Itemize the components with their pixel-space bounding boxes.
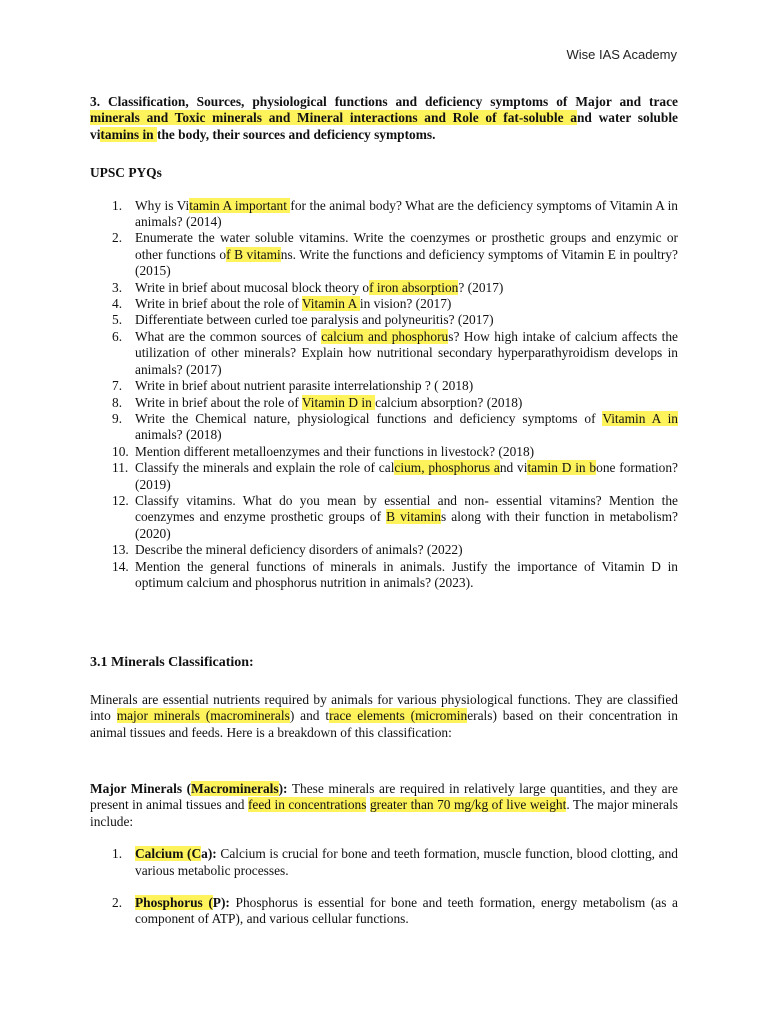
heading-text: the body, their sources and deficiency symptoms.: [156, 126, 436, 142]
list-number: 1.: [112, 846, 123, 862]
list-item: [90, 493, 678, 542]
list-number: 13.: [112, 542, 129, 558]
item-text: ns. Write the functions and deficiency symptoms of Vitamin E in poultry? (2015): [135, 246, 678, 279]
list-number: 11.: [112, 460, 129, 476]
section-3-heading: [90, 94, 678, 143]
item-text: Calcium is crucial for bone and teeth formation, muscle function, blood clotting, and various metabolic processes.: [135, 846, 678, 878]
label-text: ):: [278, 781, 288, 796]
mineral-name: P):: [212, 895, 230, 911]
list-number: 2.: [112, 230, 123, 246]
paragraph-highlight: major minerals (macrominerals: [116, 708, 290, 724]
list-number: 4.: [112, 296, 123, 312]
label-text: Major Minerals (: [90, 781, 192, 796]
list-item: [90, 460, 678, 493]
list-number: 1.: [112, 197, 123, 213]
list-number: 7.: [112, 378, 123, 394]
list-item: [90, 296, 678, 312]
major-minerals-paragraph: [90, 781, 678, 830]
item-highlight: B vitamin: [386, 509, 441, 525]
item-text: Write in brief about the role of: [135, 296, 302, 312]
list-item: [90, 542, 678, 558]
item-highlight: Vitamin A in: [602, 410, 679, 426]
item-text: in vision? (2017): [359, 296, 452, 312]
list-number: 3.: [112, 279, 123, 295]
item-text: Why is Vi: [135, 197, 190, 213]
list-number: 6.: [112, 328, 123, 344]
document-header: Wise IAS Academy: [566, 47, 677, 62]
paragraph-highlight: race elements (micromin: [329, 708, 468, 724]
pyq-title: UPSC PYQs: [90, 165, 162, 181]
paragraph-text: Minerals are essential nutrients required by animals for various physiological functions. They are classified into: [90, 691, 678, 724]
list-item: [90, 559, 678, 592]
list-item: [90, 198, 678, 231]
list-number: 14.: [112, 558, 129, 574]
item-text: Enumerate the water soluble vitamins. Write the coenzymes or prosthetic groups and enzymic or other functions o: [135, 230, 678, 262]
paragraph-text: ) and t: [289, 708, 330, 724]
list-item: [90, 230, 678, 279]
item-highlight: Vitamin D in: [301, 394, 376, 410]
list-number: 8.: [112, 394, 123, 410]
list-item: [90, 846, 678, 879]
item-text: Write the Chemical nature, physiological functions and deficiency symptoms of: [135, 410, 603, 426]
heading-text: vi: [90, 126, 101, 142]
item-text: s? How high intake of calcium affects the utilization of other minerals? Explain how nutritional secondary hyperparathyroidism develops in animals? (2017): [135, 328, 678, 377]
list-item: [90, 395, 678, 411]
item-text: Phosphorus is essential for bone and teeth formation, energy metabolism (as a component of ATP), and various cellular functions.: [135, 895, 678, 927]
paragraph-text: erals) based on their concentration in animal tissues and feeds. Here is a breakdown of this classification:: [90, 708, 678, 740]
list-number: 2.: [112, 895, 123, 911]
item-text: for the animal body? What are the deficiency symptoms of Vitamin A in animals? (2014): [135, 197, 679, 230]
item-highlight: Vitamin A: [301, 296, 360, 312]
list-number: 12.: [112, 492, 129, 508]
mineral-name: a):: [201, 846, 217, 862]
paragraph-highlight: feed in concentrations: [247, 797, 367, 813]
section-3-1-heading: 3.1 Minerals Classification:: [90, 655, 254, 671]
mineral-name: Calcium (C: [135, 846, 202, 862]
item-text: Write in brief about nutrient parasite interrelationship ? ( 2018): [135, 378, 474, 394]
intro-paragraph: [90, 692, 678, 741]
list-item: [90, 280, 678, 296]
item-highlight: calcium and phosphoru: [321, 328, 449, 344]
document-page: [90, 94, 678, 944]
list-item: [90, 378, 678, 394]
item-text: Mention different metalloenzymes and their functions in livestock? (2018): [135, 443, 535, 459]
section-number: 3.: [90, 94, 101, 109]
item-highlight: cium, phosphorus a: [394, 460, 500, 476]
item-text: s along with their function in metabolism? (2020): [135, 509, 679, 541]
item-text: Differentiate between curled toe paralysis and polyneuritis? (2017): [135, 312, 494, 328]
item-text: calcium absorption? (2018): [375, 394, 523, 410]
list-item: [90, 895, 678, 928]
list-item: [90, 444, 678, 460]
heading-highlight: tamins in: [100, 126, 157, 142]
heading-text: Classification, Sources, physiological functions and deficiency symptoms of Major and trace: [108, 94, 678, 109]
item-text: nd vi: [499, 460, 528, 476]
item-text: Classify the minerals and explain the role of cal: [135, 460, 395, 476]
paragraph-text: These minerals are required in relatively large quantities, and they are present in animal tissues and: [90, 781, 679, 813]
item-text: Mention the general functions of minerals in animals. Justify the importance of Vitamin D in optimum calcium and phosphorus nutrition in animals? (2023).: [135, 558, 678, 590]
major-minerals-label: [90, 781, 288, 796]
label-highlight: Macrominerals: [191, 781, 279, 796]
item-text: Write in brief about the role of: [135, 394, 302, 410]
heading-text: nd water soluble: [576, 110, 678, 126]
mineral-name: Phosphorus (: [135, 895, 213, 911]
major-minerals-list: [90, 846, 678, 928]
item-text: ? (2017): [458, 279, 504, 295]
item-text: Classify vitamins. What do you mean by essential and non- essential vitamins? Mention the coenzymes and enzyme prosthetic groups of: [135, 492, 678, 525]
list-item: [90, 411, 678, 444]
list-number: 5.: [112, 312, 123, 328]
item-text: Write in brief about mucosal block theory o: [135, 279, 370, 295]
item-text: animals? (2018): [135, 427, 222, 443]
list-number: 9.: [112, 410, 123, 426]
item-text: one formation? (2019): [135, 460, 679, 492]
list-number: 10.: [112, 443, 129, 459]
paragraph-text: . The major minerals include:: [90, 797, 679, 829]
item-text: Describe the mineral deficiency disorders of animals? (2022): [135, 542, 463, 558]
paragraph-highlight: greater than 70 mg/kg of live weight: [369, 797, 567, 813]
item-highlight: tamin A important: [189, 197, 291, 213]
list-item: [90, 312, 678, 328]
item-highlight: tamin D in b: [527, 460, 597, 476]
item-highlight: f B vitami: [226, 246, 281, 262]
pyq-list: [90, 198, 678, 592]
list-item: [90, 329, 678, 378]
heading-highlight: minerals and Toxic minerals and Mineral interactions and Role of fat-soluble a: [90, 110, 577, 126]
item-highlight: f iron absorption: [369, 279, 459, 295]
item-text: What are the common sources of: [135, 328, 322, 344]
